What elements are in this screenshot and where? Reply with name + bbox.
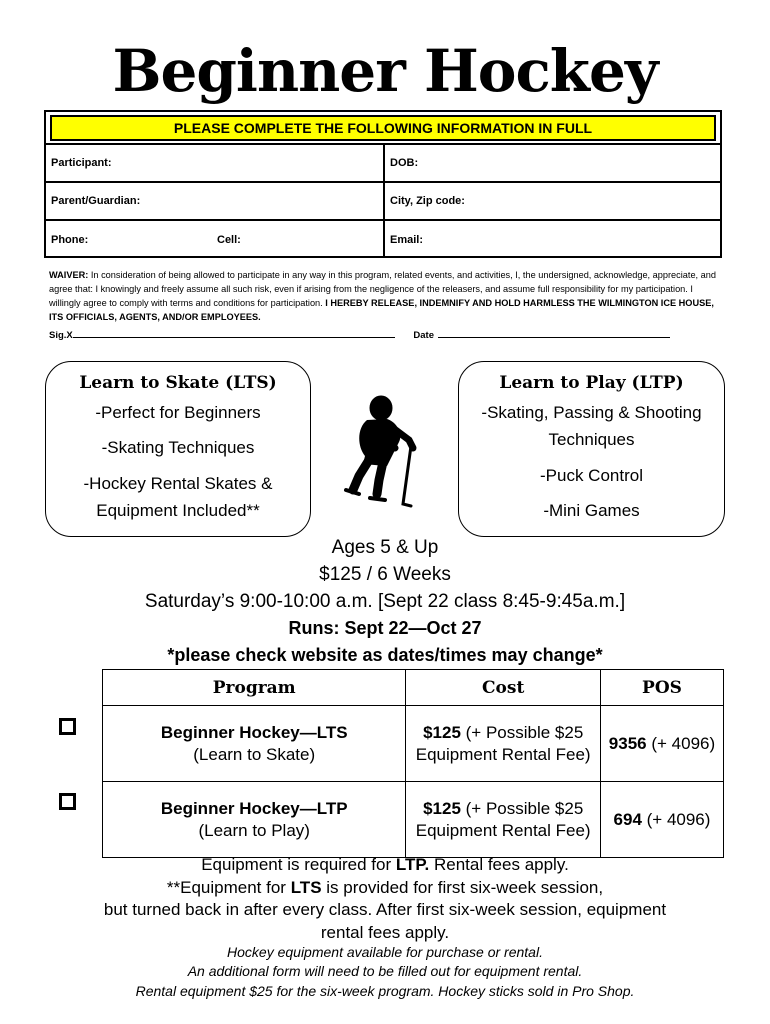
ltp-item: -Puck Control xyxy=(540,466,643,485)
page-title: Beginner Hockey xyxy=(112,37,658,105)
program-name: Beginner Hockey—LTS xyxy=(160,722,348,742)
note-text: is provided for first six-week session, xyxy=(321,878,604,897)
ltp-title: Learn to Play (LTP) xyxy=(499,373,684,393)
note-bold: LTP. xyxy=(395,855,430,874)
ages-text: Ages 5 & Up xyxy=(331,537,439,558)
equipment-note-3: but turned back in after every class. After first six-week session, equipment xyxy=(103,900,667,919)
pos-extra: (+ 4096) xyxy=(641,809,711,829)
participant-field[interactable] xyxy=(46,145,385,181)
ltp-panel xyxy=(458,361,725,537)
date-label: Date xyxy=(413,330,434,341)
cost-note: (+ Possible $25 Equipment Rental Fee) xyxy=(415,722,591,764)
form-header: PLEASE COMPLETE THE FOLLOWING INFORMATION IN FULL xyxy=(50,115,716,141)
signature-label: Sig.X xyxy=(49,330,73,341)
program-cell xyxy=(103,706,406,782)
dob-field[interactable] xyxy=(383,145,720,181)
check-website-text: *please check website as dates/times may change* xyxy=(167,645,603,665)
program-sub: (Learn to Play) xyxy=(198,820,310,840)
phone-label: Phone: xyxy=(51,233,89,246)
cost-cell xyxy=(406,706,601,782)
email-field[interactable] xyxy=(383,221,720,258)
pos-code: 694 xyxy=(613,809,642,829)
cost-header: Cost xyxy=(406,670,601,706)
hockey-player-icon xyxy=(343,394,425,512)
ltp-item: -Skating, Passing & Shooting xyxy=(481,403,702,422)
equipment-note-4: rental fees apply. xyxy=(320,923,450,942)
lts-checkbox[interactable] xyxy=(59,718,76,735)
cost-note: (+ Possible $25 Equipment Rental Fee) xyxy=(415,798,591,840)
program-sub: (Learn to Skate) xyxy=(193,744,316,764)
italic-note-2: An additional form will need to be filled out for equipment rental. xyxy=(187,963,583,979)
program-info xyxy=(60,534,710,669)
city-zip-field[interactable] xyxy=(383,183,720,219)
pos-header: POS xyxy=(600,670,723,706)
parent-label: Parent/Guardian: xyxy=(51,195,141,207)
lts-title: Learn to Skate (LTS) xyxy=(79,373,277,393)
pos-extra: (+ 4096) xyxy=(646,733,716,753)
form-row-parent xyxy=(46,181,720,219)
cost-cell xyxy=(406,782,601,858)
pos-cell xyxy=(600,782,723,858)
runs-text: Runs: Sept 22—Oct 27 xyxy=(288,618,482,638)
pos-cell xyxy=(600,706,723,782)
table-row xyxy=(103,782,724,858)
waiver-text xyxy=(49,268,723,324)
form-row-contact xyxy=(46,219,720,258)
italic-note-1: Hockey equipment available for purchase or rental. xyxy=(227,944,543,960)
lts-item: -Perfect for Beginners xyxy=(95,403,261,422)
program-cell xyxy=(103,782,406,858)
note-text: Rental fees apply. xyxy=(429,855,569,874)
city-zip-label: City, Zip code: xyxy=(390,195,465,207)
signature-line xyxy=(49,330,723,341)
waiver-label: WAIVER: xyxy=(49,270,89,280)
registration-form xyxy=(44,110,722,258)
note-text: **Equipment for xyxy=(166,878,291,897)
table-header-row xyxy=(103,670,724,706)
email-label: Email: xyxy=(390,233,424,246)
waiver-body: In consideration of being allowed to participate in any way in this program, related events, and activities, I, the undersigned, acknowledge, appreciate, and agree that: I knowingly and freely assume all such risk, even if arising from the negligence of the releasers, and assume full responsibility for my participation. I willingly agree to comply with terms and conditions for participation. xyxy=(49,270,716,308)
form-row-participant xyxy=(46,143,720,181)
pos-code: 9356 xyxy=(608,733,647,753)
lts-item: -Skating Techniques xyxy=(101,438,255,457)
cost-price: $125 xyxy=(423,722,461,742)
program-name: Beginner Hockey—LTP xyxy=(160,798,348,818)
ltp-item: -Mini Games xyxy=(543,501,640,520)
note-text: Equipment is required for xyxy=(201,855,396,874)
lts-panel xyxy=(45,361,311,537)
italic-note-3: Rental equipment $25 for the six-week program. Hockey sticks sold in Pro Shop. xyxy=(135,983,635,999)
waiver-release: I HEREBY RELEASE, INDEMNIFY AND HOLD HARMLESS THE WILMINGTON ICE HOUSE, ITS OFFICIALS, AGENTS, AND/OR EMPLOYEES. xyxy=(49,298,714,322)
parent-field[interactable] xyxy=(46,183,385,219)
dob-label: DOB: xyxy=(390,157,419,169)
equipment-note-2 xyxy=(40,877,730,900)
price-text: $125 / 6 Weeks xyxy=(319,564,451,585)
date-field[interactable] xyxy=(438,337,670,338)
signature-field[interactable] xyxy=(73,337,395,338)
schedule-text: Saturday’s 9:00-10:00 a.m. [Sept 22 class 8:45-9:45a.m.] xyxy=(144,591,626,612)
cost-price: $125 xyxy=(423,798,461,818)
cell-label: Cell: xyxy=(217,233,241,246)
cell-field[interactable] xyxy=(212,221,383,258)
ltp-item: Techniques xyxy=(548,430,635,449)
equipment-note-1 xyxy=(40,854,730,877)
program-table xyxy=(102,669,724,858)
program-header: Program xyxy=(103,670,406,706)
note-bold: LTS xyxy=(290,878,322,897)
lts-item: Equipment Included** xyxy=(96,501,260,520)
table-row xyxy=(103,706,724,782)
participant-label: Participant: xyxy=(51,157,112,169)
ltp-checkbox[interactable] xyxy=(59,793,76,810)
phone-field[interactable] xyxy=(46,221,216,258)
lts-item: -Hockey Rental Skates & xyxy=(83,474,273,493)
